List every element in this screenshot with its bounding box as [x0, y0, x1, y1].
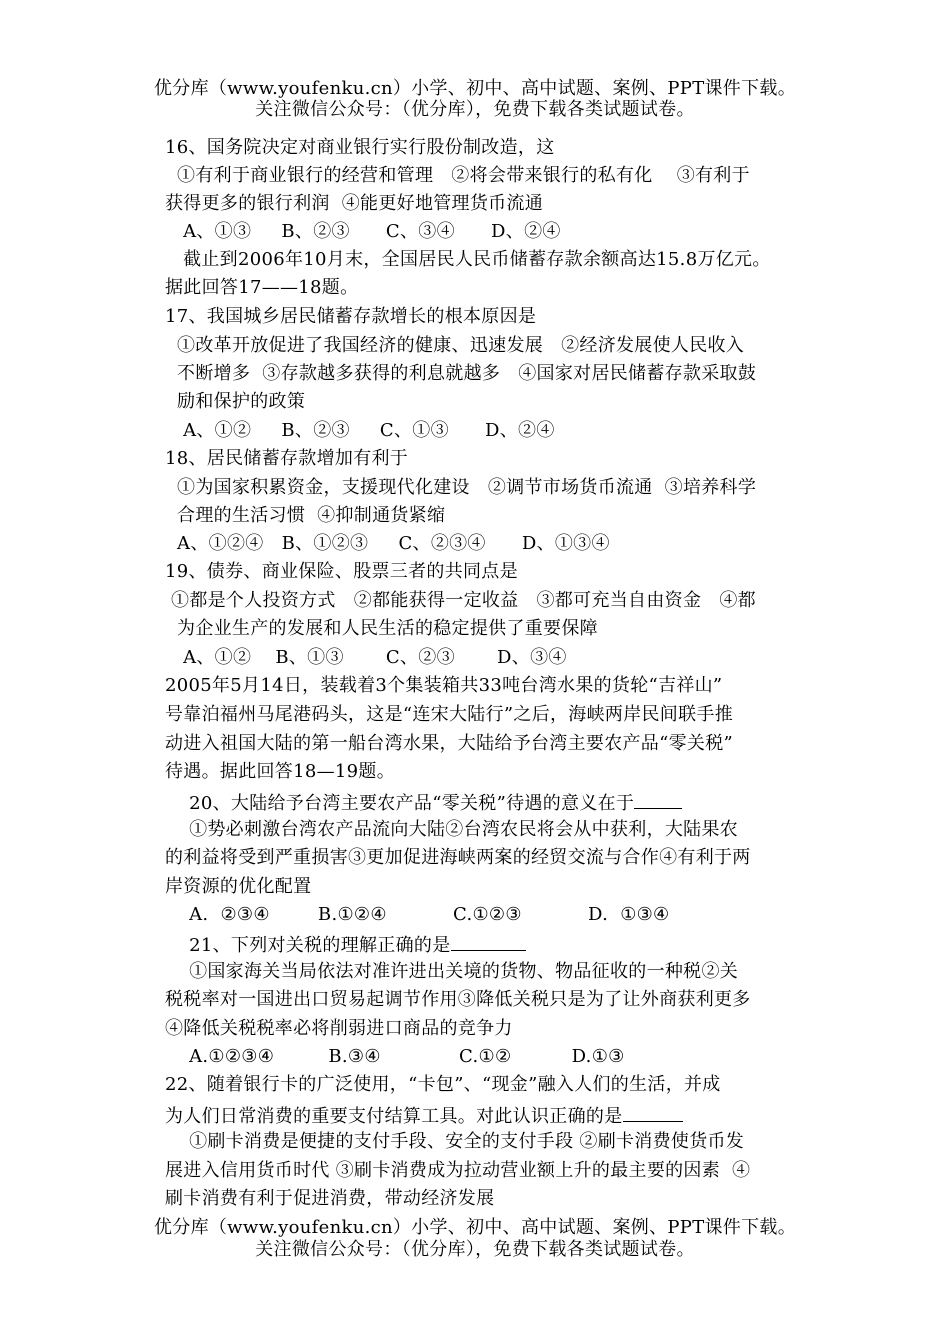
passage-line-3: 动进入祖国大陆的第一船台湾水果，大陆给予台湾主要农产品“零关税”	[165, 733, 734, 754]
q16-choices: A、①③ B、②③ C、③④ D、②④	[165, 221, 561, 242]
q17-options-line-3: 励和保护的政策	[165, 391, 306, 412]
q18-choices: A、①②④ B、①②③ C、②③④ D、①③④	[165, 533, 610, 554]
q21-choices: A.①②③④ B.③④ C.①② D.①③	[165, 1046, 625, 1067]
q22-answer-blank[interactable]	[623, 1103, 683, 1122]
q21-options-line-3: ④降低关税税率必将削弱进口商品的竞争力	[165, 1018, 513, 1039]
q22-stem-line-1: 22、随着银行卡的广泛使用，“卡包”、“现金”融入人们的生活，并成	[165, 1074, 721, 1095]
footer-line-1: 优分库（www.youfenku.cn）小学、初中、高中试题、案例、PPT课件下载。	[153, 1217, 797, 1238]
q20-answer-blank[interactable]	[634, 790, 682, 809]
q20-stem: 20、大陆给予台湾主要农产品“零关税”待遇的意义在于	[165, 793, 635, 814]
intro-17-18-line-2: 据此回答17——18题。	[165, 277, 359, 298]
footer-line-2: 关注微信公众号：（优分库），免费下载各类试题试卷。	[255, 1239, 695, 1260]
q20-stem-row	[165, 790, 682, 815]
q21-stem-row	[165, 932, 526, 957]
intro-17-18-line-1: 截止到2006年10月末，全国居民人民币储蓄存款余额高达15.8万亿元。	[165, 249, 771, 270]
header-line-2: 关注微信公众号：（优分库），免费下载各类试题试卷。	[255, 99, 695, 120]
q22-stem-line-2: 为人们日常消费的重要支付结算工具。对此认识正确的是	[165, 1106, 623, 1127]
q17-options-line-2: 不断增多 ③存款越多获得的利息就越多 ④国家对居民储蓄存款采取鼓	[165, 363, 757, 384]
q19-options-line-1: ①都是个人投资方式 ②都能获得一定收益 ③都可充当自由资金 ④都	[165, 590, 756, 611]
q19-stem: 19、债券、商业保险、股票三者的共同点是	[165, 561, 518, 582]
q16-options-line-1: ①有利于商业银行的经营和管理 ②将会带来银行的私有化 ③有利于	[165, 165, 750, 186]
q20-options-line-3: 岸资源的优化配置	[165, 876, 312, 897]
q21-options-line-1: ①国家海关当局依法对准许进出关境的货物、物品征收的一种税②关	[165, 961, 739, 982]
q21-answer-blank[interactable]	[451, 932, 526, 951]
q17-choices: A、①② B、②③ C、①③ D、②④	[165, 420, 555, 441]
q22-options-line-3: 刷卡消费有利于促进消费，带动经济发展	[165, 1188, 495, 1209]
q19-options-line-2: 为企业生产的发展和人民生活的稳定提供了重要保障	[165, 618, 598, 639]
q18-options-line-2: 合理的生活习惯 ④抑制通货紧缩	[165, 505, 446, 526]
q18-stem: 18、居民储蓄存款增加有利于	[165, 448, 409, 469]
q18-options-line-1: ①为国家积累资金，支援现代化建设 ②调节市场货币流通 ③培养科学	[165, 477, 757, 498]
q20-choices: A. ②③④ B.①②④ C.①②③ D. ①③④	[165, 904, 670, 925]
q22-options-line-2: 展进入信用货币时代 ③刷卡消费成为拉动营业额上升的最主要的因素 ④	[165, 1160, 751, 1181]
q16-stem: 16、国务院决定对商业银行实行股份制改造，这	[165, 137, 555, 158]
q22-stem-row	[165, 1103, 683, 1128]
header-line-1: 优分库（www.youfenku.cn）小学、初中、高中试题、案例、PPT课件下载。	[153, 78, 797, 99]
q19-choices: A、①② B、①③ C、②③ D、③④	[165, 647, 567, 668]
passage-line-2: 号靠泊福州马尾港码头，这是“连宋大陆行”之后，海峡两岸民间联手推	[165, 704, 734, 725]
q20-options-line-1: ①势必刺激台湾农产品流向大陆②台湾农民将会从中获利，大陆果农	[165, 819, 739, 840]
q17-stem: 17、我国城乡居民储蓄存款增长的根本原因是	[165, 306, 537, 327]
q21-stem: 21、下列对关税的理解正确的是	[165, 935, 451, 956]
q17-options-line-1: ①改革开放促进了我国经济的健康、迅速发展 ②经济发展使人民收入	[165, 335, 745, 356]
q22-options-line-1: ①刷卡消费是便捷的支付手段、安全的支付手段 ②刷卡消费使货币发	[165, 1131, 745, 1152]
passage-line-4: 待遇。据此回答18—19题。	[165, 761, 396, 782]
q21-options-line-2: 税税率对一国进出口贸易起调节作用③降低关税只是为了让外商获利更多	[165, 989, 751, 1010]
passage-line-1: 2005年5月14日，装载着3个集装箱共33吨台湾水果的货轮“吉祥山”	[165, 675, 723, 696]
q20-options-line-2: 的利益将受到严重损害③更加促进海峡两案的经贸交流与合作④有利于两	[165, 847, 751, 868]
q16-options-line-2: 获得更多的银行利润 ④能更好地管理货币流通	[165, 193, 544, 214]
